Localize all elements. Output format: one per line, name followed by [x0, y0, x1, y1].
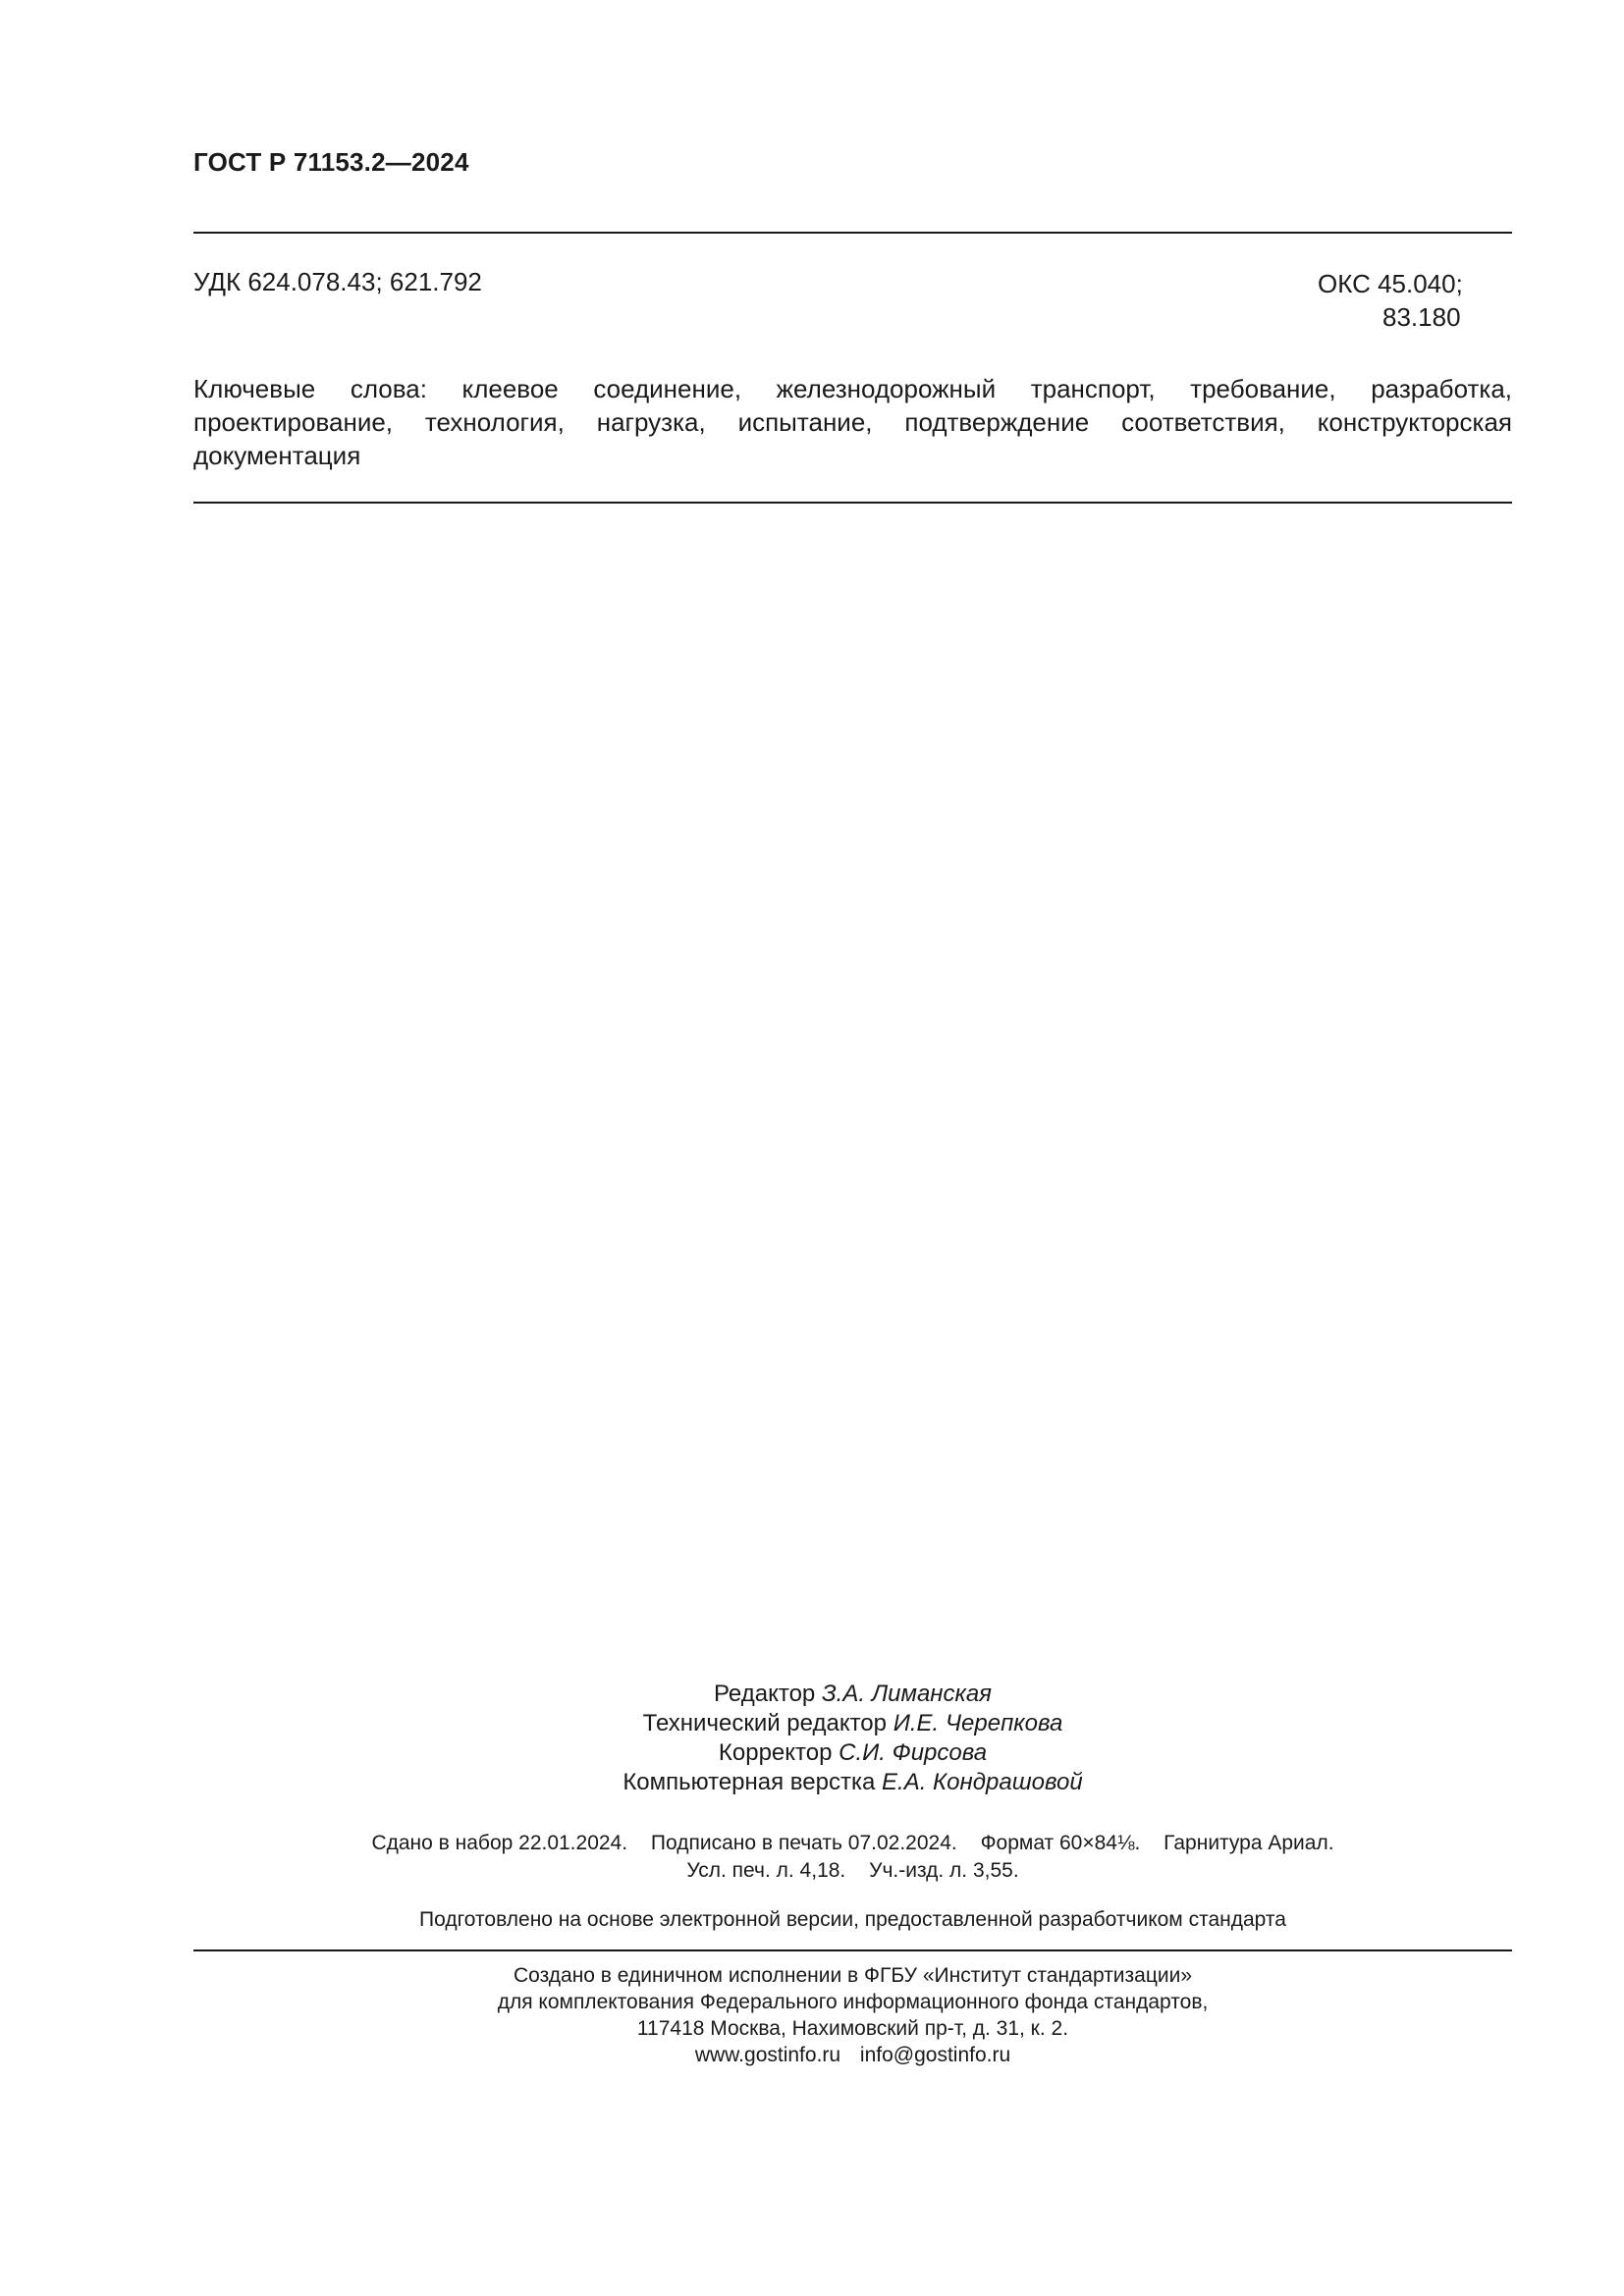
credit-proofreader	[193, 1738, 1512, 1768]
publisher-line1: Создано в единичном исполнении в ФГБУ «Институт стандартизации»	[513, 1964, 1193, 1987]
publisher-address: 117418 Москва, Нахимовский пр-т, д. 31, к. 2.	[636, 2017, 1069, 2040]
credit-technical-editor	[193, 1709, 1512, 1738]
credit-name: З.А. Лиманская	[821, 1681, 993, 1707]
credit-layout	[193, 1768, 1512, 1797]
imprint-publisher-sheets: Уч.-изд. л. 3,55.	[869, 1859, 1019, 1882]
credit-editor	[193, 1680, 1512, 1709]
imprint-line2	[193, 1857, 1512, 1885]
imprint-signed: Подписано в печать 07.02.2024.	[650, 1832, 957, 1854]
publisher-line2: для комплектования Федерального информационного фонда стандартов,	[497, 1991, 1209, 2013]
imprint-print-sheets: Усл. печ. л. 4,18.	[686, 1859, 846, 1882]
imprint-format: Формат 60×84⅛.	[980, 1832, 1141, 1854]
credit-role: Технический редактор	[642, 1710, 888, 1736]
credit-role: Корректор	[718, 1739, 833, 1766]
email-link[interactable]: info@gostinfo.ru	[859, 2044, 1011, 2066]
credit-role: Компьютерная верстка	[623, 1769, 876, 1795]
website-link[interactable]: www.gostinfo.ru	[694, 2044, 841, 2066]
credits-block	[193, 1680, 1512, 1797]
prepared-note: Подготовлено на основе электронной версии, предоставленной разработчиком стандарта	[419, 1908, 1286, 1931]
publisher-block	[193, 1962, 1512, 2068]
udk-code: УДК 624.078.43; 621.792	[193, 267, 482, 296]
credit-name: И.Е. Черепкова	[893, 1710, 1063, 1736]
divider-after-keywords	[193, 502, 1512, 504]
standard-number: ГОСТ Р 71153.2—2024	[193, 147, 469, 177]
credit-name: Е.А. Кондрашовой	[882, 1769, 1083, 1795]
imprint-typeface: Гарнитура Ариал.	[1164, 1832, 1334, 1854]
credit-name: С.И. Фирсова	[839, 1739, 988, 1766]
oks-code-line2: 83.180	[1382, 302, 1461, 332]
keywords-paragraph: Ключевые слова: клеевое соединение, железнодорожный транспорт, требование, разработка, проектирование, технология, нагрузка, испытание, подтверждение соответствия, конструкторская документация	[193, 374, 1512, 470]
imprint-line1	[193, 1830, 1512, 1857]
divider-bottom	[193, 1949, 1512, 1951]
imprint-submitted: Сдано в набор 22.01.2024.	[371, 1832, 628, 1854]
imprint-block	[193, 1830, 1512, 1885]
credit-role: Редактор	[713, 1681, 816, 1707]
oks-code-line1: ОКС 45.040;	[1318, 269, 1463, 298]
divider-top	[193, 232, 1512, 234]
oks-code	[1318, 267, 1463, 334]
publisher-contacts	[193, 2042, 1512, 2068]
